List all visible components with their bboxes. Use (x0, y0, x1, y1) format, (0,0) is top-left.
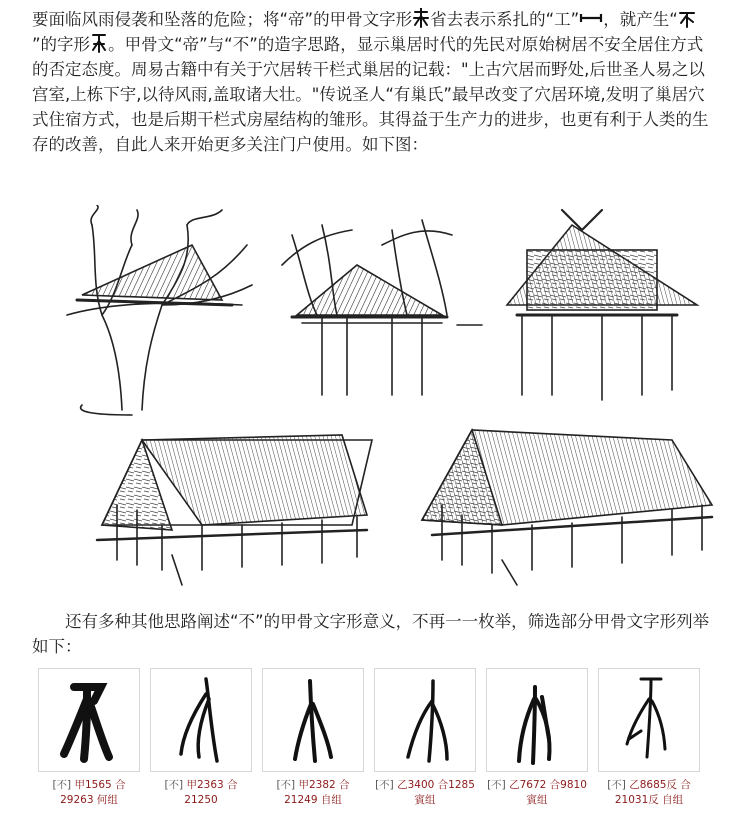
oracle-character-card (598, 668, 700, 808)
longhouse-right-scene (422, 430, 712, 585)
oracle-bu-glyph-3-icon (262, 668, 364, 772)
bu-oracle-glyph-icon (90, 33, 108, 53)
char-source-line1: 甲1565 合 (74, 779, 126, 791)
char-source-line1: 甲2382 合 (298, 779, 350, 791)
gong-glyph-icon (579, 6, 603, 18)
oracle-character-card (262, 668, 364, 808)
char-source-line1: 乙7672 合9810 (509, 779, 587, 791)
char-source-line1: 甲2363 合 (186, 779, 238, 791)
char-tag: [不] (487, 779, 506, 791)
char-tag: [不] (607, 779, 626, 791)
nest-dwelling-illustration (62, 205, 716, 590)
char-tag: [不] (164, 779, 184, 791)
oracle-bu-glyph-6-icon (598, 668, 700, 772)
char-tag: [不] (276, 779, 296, 791)
oracle-character-card (150, 668, 252, 808)
oracle-character-gallery (38, 668, 702, 813)
longhouse-left-scene (97, 435, 372, 585)
raised-hut-scene (282, 220, 482, 395)
oracle-bu-glyph-1-icon (38, 668, 140, 772)
oracle-forms-paragraph: 还有多种其他思路阐述“不”的甲骨文字形意义，不再一一枚举，筛选部分甲骨文字形列举如下： (32, 612, 710, 656)
tree-nest-scene (67, 205, 252, 415)
oracle-bu-glyph-4-icon (374, 668, 476, 772)
oracle-character-card (38, 668, 140, 808)
oracle-bu-glyph-2-icon (150, 668, 252, 772)
char-source-line2: 21249 自组 (284, 794, 342, 806)
bu-character-glyph-icon (678, 8, 696, 28)
stilt-house-scene (507, 210, 697, 400)
char-source-line2: 賓组 (414, 794, 436, 806)
oracle-character-card (486, 668, 588, 808)
intro-text-5: 。甲骨文“帝”与“不”的造字思路，显示巢居时代的先民对原始树居不安全居住方式的否定态度。周易古籍中有关于穴居转干栏式巢居的记载："上古穴居而野处,后世圣人易之以宫室,上栋下宇,以待风雨,盖取诸大壮。"传说圣人“有巢氏”最早改变了穴居环境,发明了巢居穴式住宿方式，也是后期干栏式房屋结构的雏形。其得益于生产力的进步，也更有利于人类的生存的改善，自此人来开始更多关注门户使用。如下图： (32, 35, 709, 154)
char-source-line1: 乙3400 合1285 (397, 779, 475, 791)
char-source-line1: 乙8685反 合 (629, 779, 691, 791)
char-source-line2: 賓组 (526, 794, 548, 806)
intro-text-2: 省去表示系扎的“工” (430, 10, 580, 29)
oracle-bu-glyph-5-icon (486, 668, 588, 772)
char-tag: [不] (52, 779, 72, 791)
intro-text-4: ”的字形 (32, 35, 91, 54)
char-source-line2: 21031反 自组 (614, 794, 684, 806)
intro-text-3: ，就产生“ (603, 10, 678, 29)
oracle-character-card (374, 668, 476, 808)
intro-text-1: 要面临风雨侵袭和坠落的危险；将“帝”的甲骨文字形 (32, 10, 413, 29)
di-oracle-glyph-icon (412, 8, 430, 28)
char-tag: [不] (375, 779, 394, 791)
char-source-line2: 21250 (184, 794, 218, 806)
char-source-line2: 29263 何组 (60, 794, 118, 806)
intro-paragraph (32, 6, 716, 157)
